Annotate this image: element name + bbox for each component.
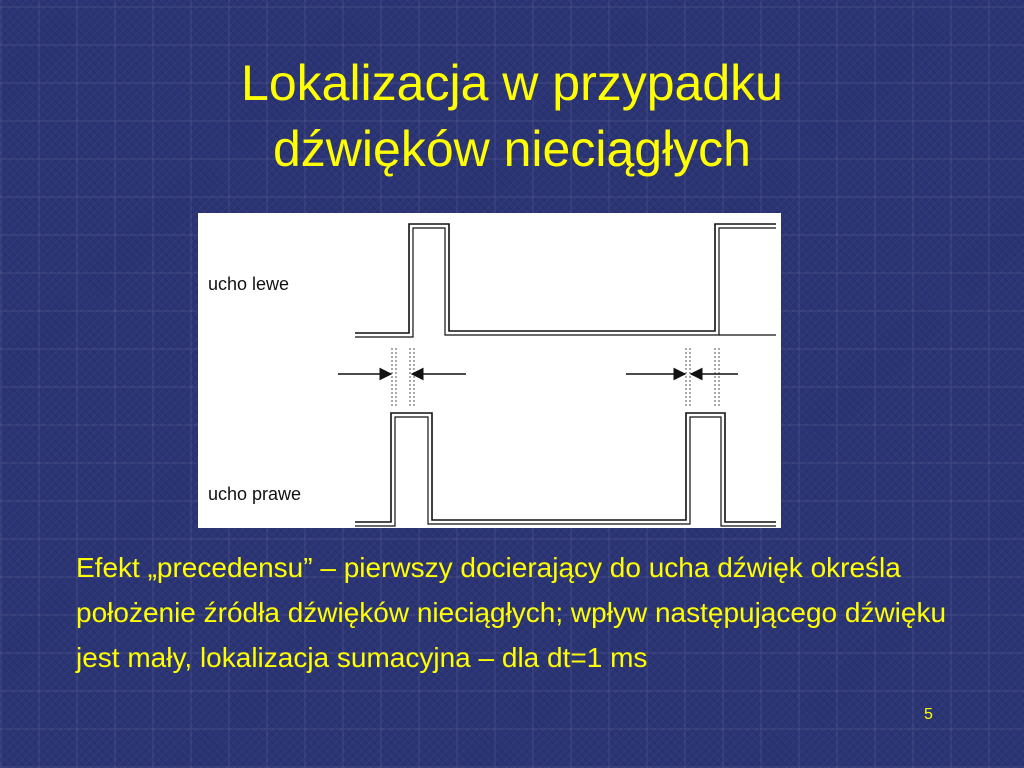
page-number: 5 <box>924 706 933 723</box>
pulse-timing-figure <box>198 213 781 528</box>
right-ear-signal-inner <box>355 417 776 526</box>
right-ear-signal <box>355 413 776 522</box>
left-ear-signal <box>355 224 776 333</box>
slide-title-line2: dźwięków nieciągłych <box>272 121 751 177</box>
slide-caption: Efekt „precedensu” – pierwszy docierający do ucha dźwięk określa położenie źródła dźwięków nieciągłych; wpływ następującego dźwięku jest mały, lokalizacja sumacyjna – dla dt=1 ms <box>76 552 947 673</box>
left-ear-signal-inner <box>355 228 776 337</box>
slide-title <box>80 50 944 182</box>
pulse-diagram <box>198 213 781 528</box>
right-ear-label: ucho prawe <box>208 484 302 504</box>
slide-title-line1: Lokalizacja w przypadku <box>241 55 783 111</box>
left-ear-label: ucho lewe <box>208 274 290 294</box>
